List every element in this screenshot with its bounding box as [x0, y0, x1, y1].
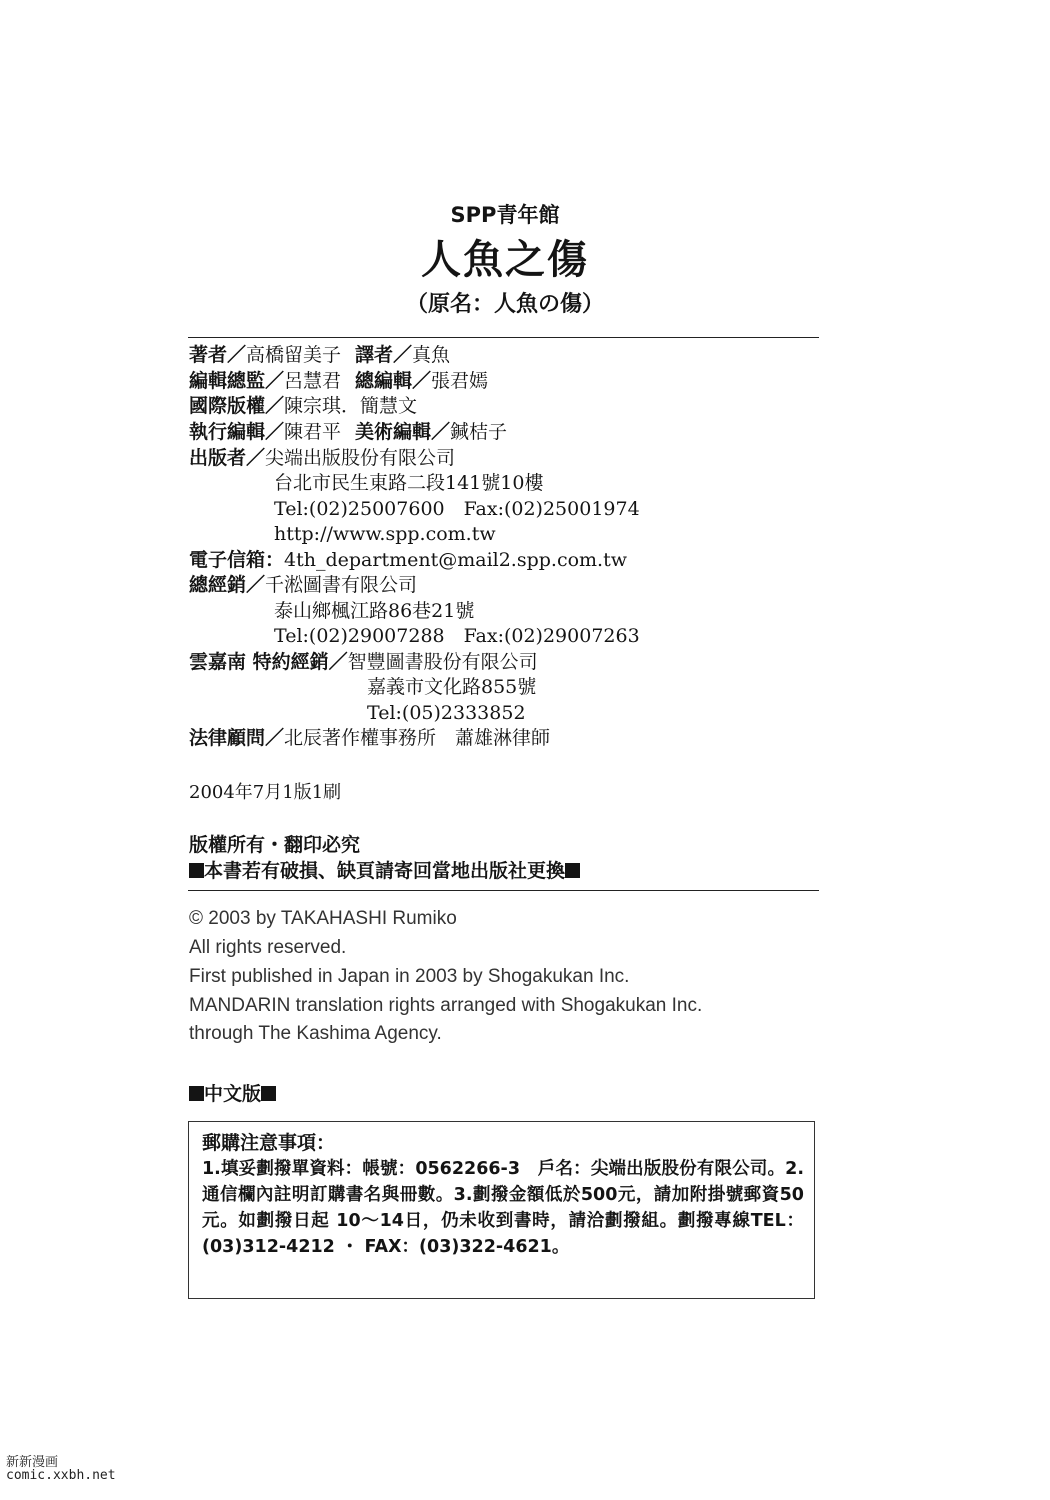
email-address: 4th_department@mail2.spp.com.tw: [284, 549, 627, 571]
series-name: SPP青年館: [450, 203, 560, 227]
distributor-address: 泰山鄉楓江路86巷21號: [274, 600, 475, 622]
general-editor-name: 張君嫣: [431, 370, 489, 392]
english-translation-rights: MANDARIN translation rights arranged with Shogakukan Inc.: [189, 995, 703, 1016]
top-divider: [188, 337, 819, 338]
black-square-icon: [261, 1086, 276, 1101]
regional-line: [189, 650, 538, 674]
distributor-line: [189, 573, 417, 597]
damage-notice-text: 本書若有破損、缺頁請寄回當地出版社更換: [204, 860, 566, 882]
original-title: （原名：人魚の傷）: [405, 292, 604, 317]
publisher-line: [189, 446, 455, 470]
legal-name: 北辰著作權事務所 蕭雄淋律師: [284, 727, 551, 749]
chinese-edition-text: 中文版: [204, 1083, 262, 1105]
publisher-website: http://www.spp.com.tw: [274, 523, 496, 545]
watermark-name: 新新漫画: [6, 1455, 59, 1470]
regional-label: 雲嘉南 特約經銷／: [189, 651, 348, 673]
credit-author-line: [189, 343, 450, 367]
legal-label: 法律顧問／: [189, 727, 285, 749]
email-line: [189, 548, 627, 572]
black-square-icon: [189, 863, 204, 878]
exec-editor-label: 執行編輯／: [189, 421, 285, 443]
art-editor-label: 美術編輯／: [355, 421, 451, 443]
general-editor-label: 總編輯／: [355, 370, 432, 392]
intl-rights-label: 國際版權／: [189, 395, 285, 417]
author-label: 著者／: [189, 344, 247, 366]
publisher-address: 台北市民生東路二段141號10樓: [274, 472, 544, 494]
edition-date: 2004年7月1版1刷: [189, 782, 342, 803]
mail-order-text: 1.填妥劃撥單資料：帳號：0562266-3 戶名：尖端出版股份有限公司。2.通信欄內註明訂購書名與冊數。3.劃撥金額低於500元，請加附掛號郵資50元。如劃撥日起 10～14日，仍未收到書時，請洽劃撥組。劃撥專線TEL：(03)312-4212 ・ FAX：(03)322-4621。: [202, 1159, 804, 1257]
regional-address: 嘉義市文化路855號: [367, 676, 537, 698]
intl-rights-names: 陳宗琪．簡慧文: [284, 395, 418, 417]
regional-name: 智豐圖書股份有限公司: [347, 651, 538, 673]
distributor-label: 總經銷／: [189, 574, 266, 596]
credit-rights-line: [189, 394, 417, 418]
damage-notice: [189, 856, 580, 883]
watermark-url: comic.xxbh.net: [6, 1468, 116, 1483]
distributor-phone: Tel:(02)29007288 Fax:(02)29007263: [274, 625, 640, 647]
english-copyright: © 2003 by TAKAHASHI Rumiko: [189, 908, 457, 929]
english-agency: through The Kashima Agency.: [189, 1023, 442, 1044]
publisher-label: 出版者／: [189, 447, 266, 469]
publisher-name: 尖端出版股份有限公司: [265, 447, 456, 469]
mail-order-box: [188, 1121, 815, 1299]
chief-editor-name: 呂慧君: [284, 370, 342, 392]
legal-line: [189, 726, 550, 750]
credit-editor-line: [189, 369, 488, 393]
art-editor-name: 鍼桔子: [450, 421, 508, 443]
english-first-published: First published in Japan in 2003 by Shogakukan Inc.: [189, 966, 630, 987]
exec-editor-name: 陳君平: [284, 421, 342, 443]
book-title: 人魚之傷: [421, 237, 589, 283]
black-square-icon: [189, 1086, 204, 1101]
translator-name: 真魚: [412, 344, 451, 366]
publisher-phone: Tel:(02)25007600 Fax:(02)25001974: [274, 498, 640, 520]
regional-phone: Tel:(05)2333852: [367, 702, 526, 724]
distributor-name: 千淞圖書有限公司: [265, 574, 418, 596]
black-square-icon: [565, 863, 580, 878]
middle-divider: [188, 890, 819, 891]
mail-order-title: 郵購注意事項：: [202, 1132, 336, 1154]
chief-editor-label: 編輯總監／: [189, 370, 285, 392]
translator-label: 譯者／: [355, 344, 413, 366]
credit-exec-line: [189, 420, 507, 444]
author-name: 高橋留美子: [246, 344, 342, 366]
email-label: 電子信箱：: [189, 549, 285, 571]
rights-notice: 版權所有・翻印必究: [189, 834, 361, 856]
chinese-edition-mark: [189, 1079, 276, 1106]
english-rights: All rights reserved.: [189, 937, 347, 958]
